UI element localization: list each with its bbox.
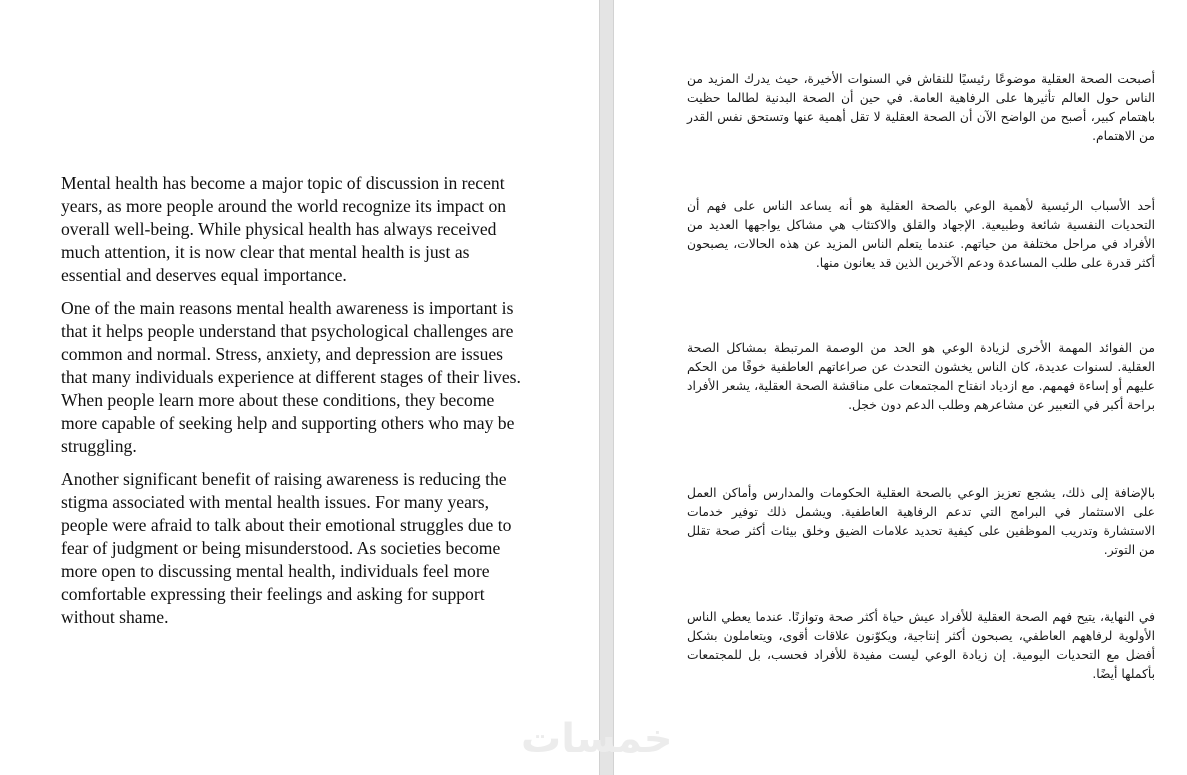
arabic-paragraph: من الفوائد المهمة الأخرى لزيادة الوعي هو الحد من الوصمة المرتبطة بمشاكل الصحة العقلية. لسنوات عديدة، كان الناس يخشون التحدث عن صراعاتهم العاطفية خوفًا من الحكم عليهم أو إساءة فهمهم. مع ازدياد انفتاح المجتمعات على مناقشة الصحة العقلية، يشعر الأفراد براحة أكبر في التعبير عن مشاعرهم وطلب الدعم دون خجل. <box>687 341 1155 412</box>
watermark-logo: خمسات <box>521 716 673 762</box>
english-paragraph: One of the main reasons mental health awareness is important is that it helps people understand that psychological challenges are common and normal. Stress, anxiety, and depression are issues that many individuals experience at different stages of their lives. When people learn more about these conditions, they become more capable of seeking help and supporting others who may be struggling. <box>61 298 521 456</box>
english-text-body <box>61 172 531 639</box>
arabic-paragraph: في النهاية، يتيح فهم الصحة العقلية للأفراد عيش حياة أكثر صحة وتوازنًا. عندما يعطي الناس الأولوية لرفاههم العاطفي، يصبحون أكثر إنتاجية، ويكوّنون علاقات أقوى، ويتعاملون بشكل أفضل مع التحديات اليومية. إن زيادة الوعي ليست مفيدة للأفراد فحسب، بل للمجتمعات بأكملها أيضًا. <box>687 610 1155 681</box>
page-gutter-divider <box>599 0 614 775</box>
arabic-paragraph: أحد الأسباب الرئيسية لأهمية الوعي بالصحة العقلية هو أنه يساعد الناس على فهم أن التحديات النفسية شائعة وطبيعية. الإجهاد والقلق والاكتئاب هي مشاكل يواجهها العديد من الأفراد في مراحل مختلفة من حياتهم. عندما يتعلم الناس المزيد عن هذه الحالات، يصبحون أكثر قدرة على طلب المساعدة ودعم الآخرين الذين قد يعانون منها. <box>687 199 1155 270</box>
page-arabic <box>614 0 1187 775</box>
english-paragraph: Another significant benefit of raising awareness is reducing the stigma associated with mental health issues. For many years, people were afraid to talk about their emotional struggles due to fear of judgment or being misunderstood. As societies become more open to discussing mental health, individuals feel more comfortable expressing their feelings and asking for support without shame. <box>61 469 512 627</box>
arabic-paragraph: بالإضافة إلى ذلك، يشجع تعزيز الوعي بالصحة العقلية الحكومات والمدارس وأماكن العمل على الاستثمار في البرامج التي تدعم الرفاهية العاطفية. ويشمل ذلك توفير خدمات الاستشارة وتدريب الموظفين على كيفية تحديد علامات الضيق وخلق بيئات أكثر صحة تقلل من التوتر. <box>687 486 1155 557</box>
english-paragraph: Mental health has become a major topic of discussion in recent years, as more people around the world recognize its impact on overall well-being. While physical health has always received much attention, it is now clear that mental health is just as essential and deserves equal importance. <box>61 173 507 285</box>
arabic-paragraph: أصبحت الصحة العقلية موضوعًا رئيسيًا للنقاش في السنوات الأخيرة، حيث يدرك المزيد من الناس حول العالم تأثيرها على الرفاهية العامة. في حين أن الصحة البدنية لطالما حظيت باهتمام كبير، أصبح من الواضح الآن أن الصحة العقلية لا تقل أهمية عنها وتستحق نفس القدر من الاهتمام. <box>687 72 1155 143</box>
